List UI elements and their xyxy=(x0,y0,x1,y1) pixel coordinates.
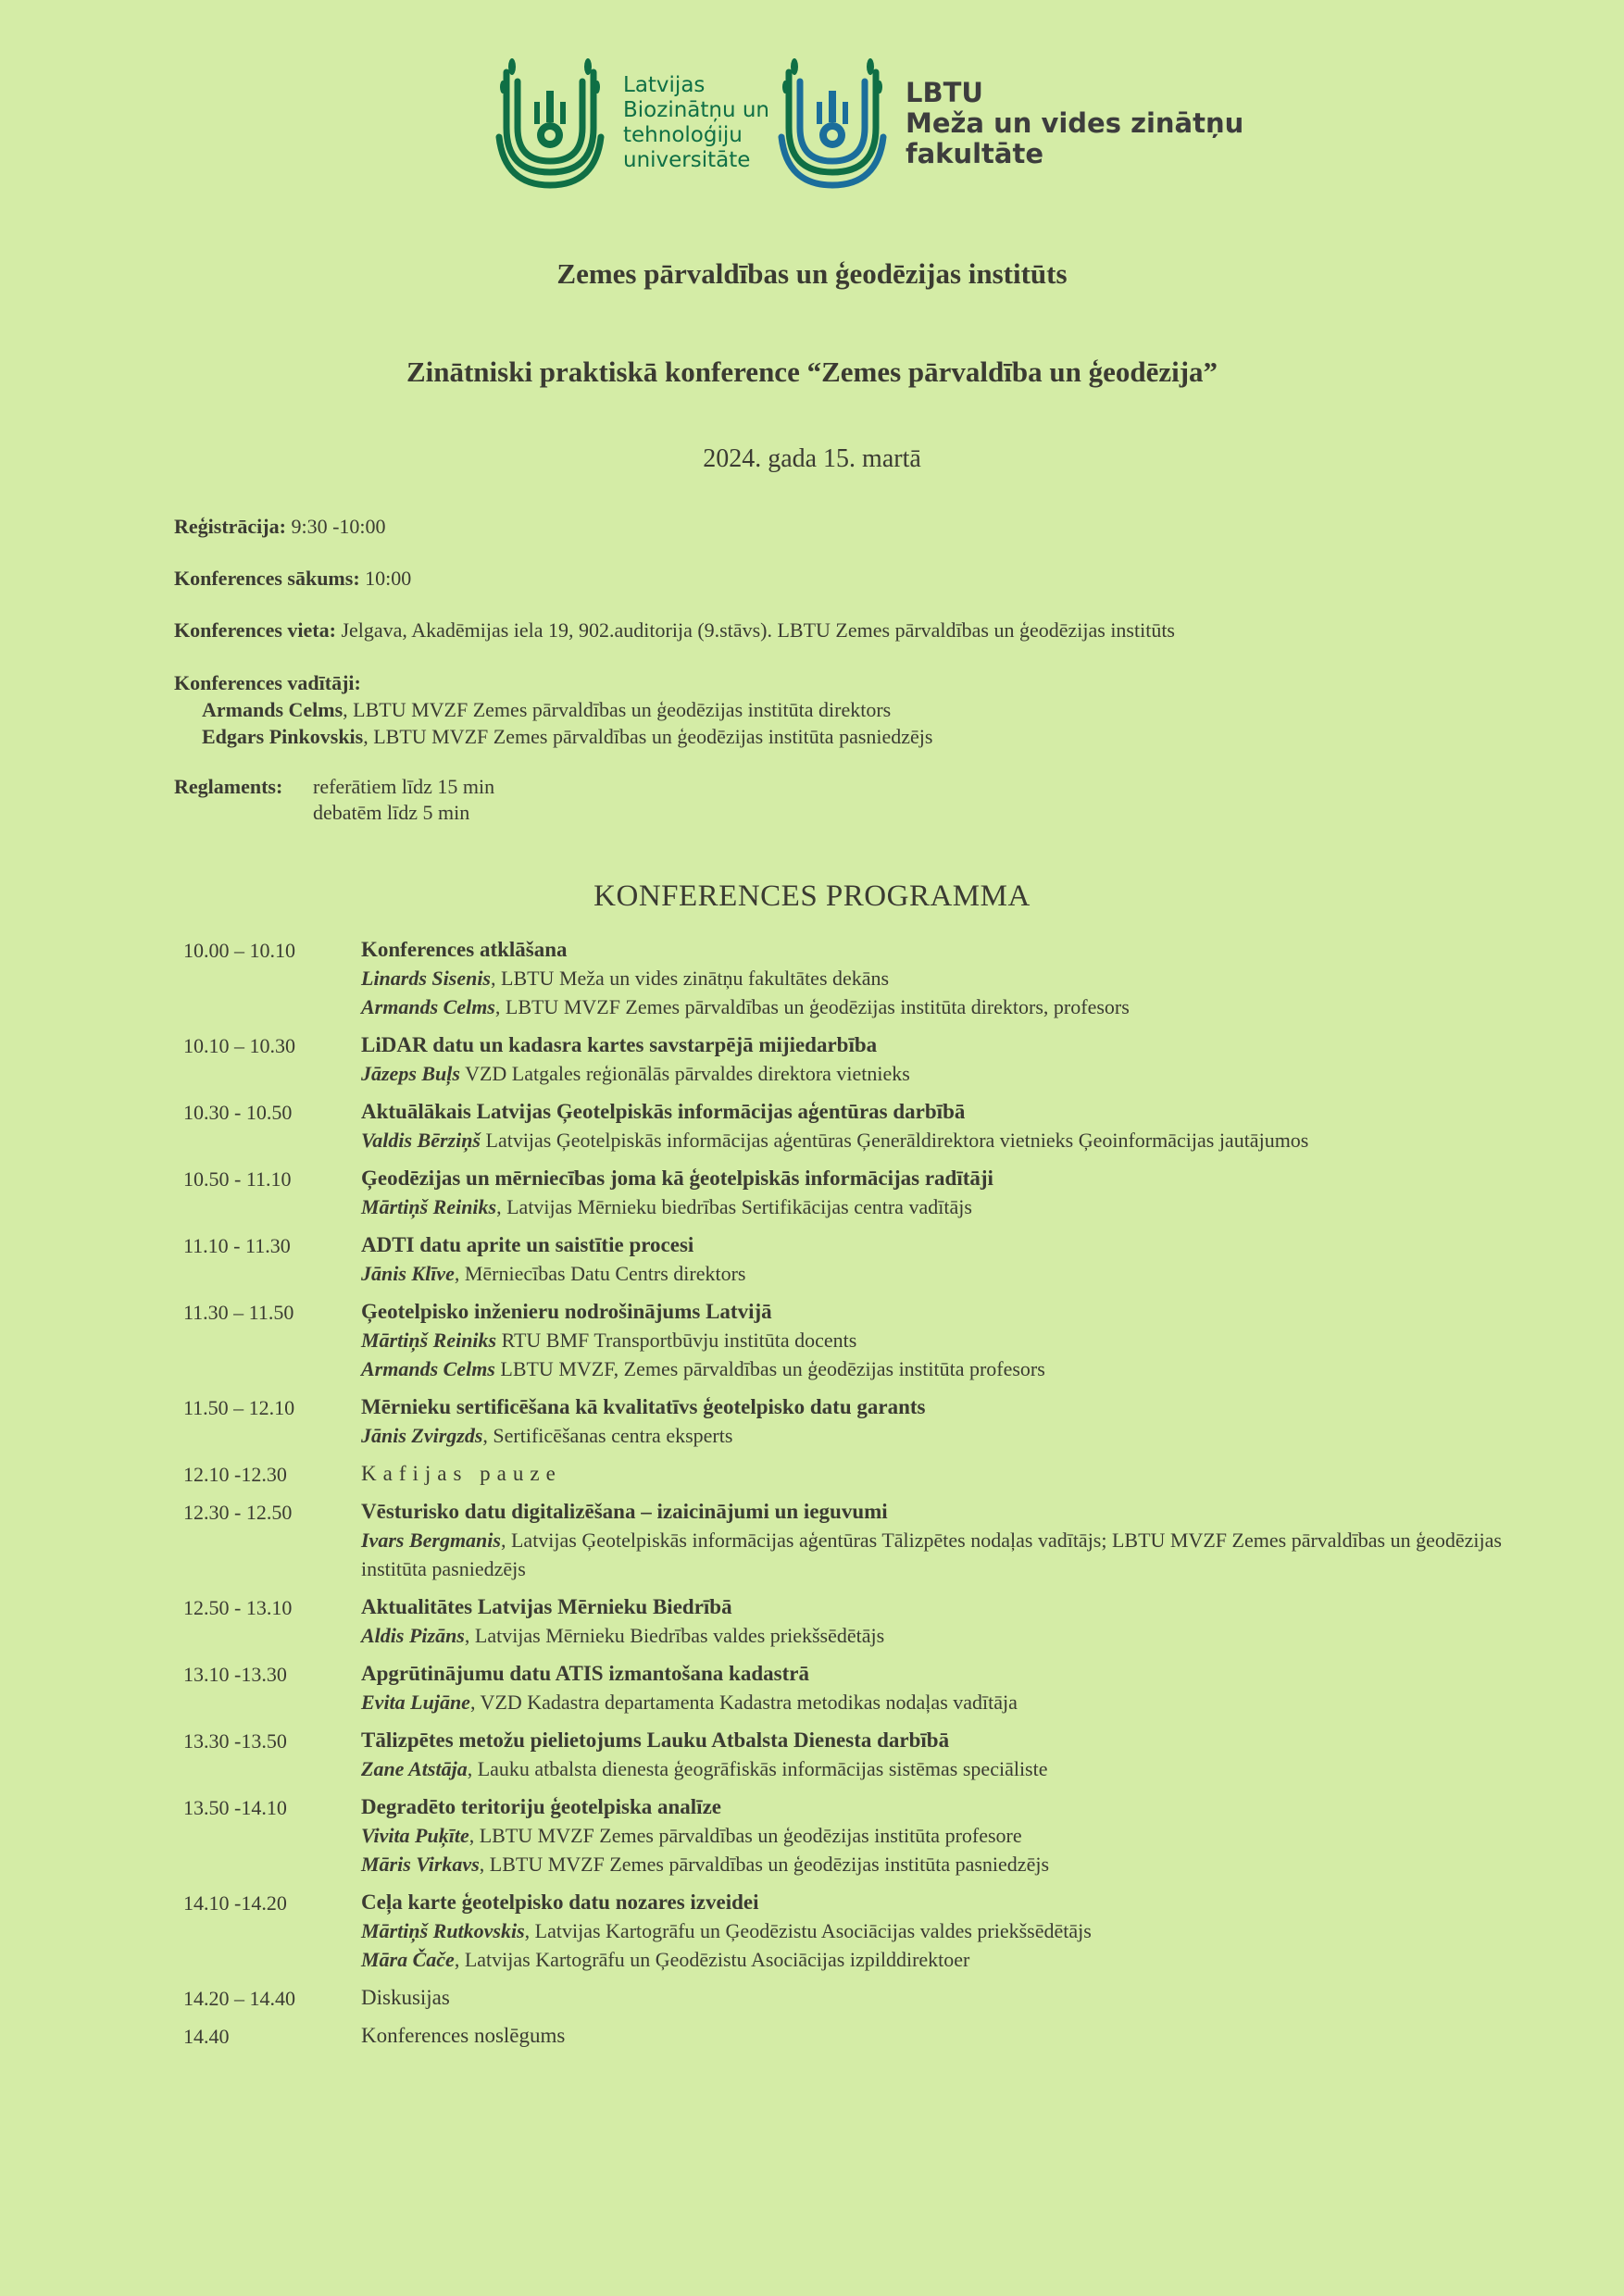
programme-row xyxy=(183,1888,1572,1974)
programme-title: Apgrūtinājumu datu ATIS izmantošana kadastrā xyxy=(361,1662,809,1685)
speaker-role: , Sertificēšanas centra eksperts xyxy=(482,1424,733,1447)
programme-row xyxy=(183,1164,1572,1221)
speaker-role: , LBTU Meža un vides zinātņu fakultātes dekāns xyxy=(491,967,890,990)
programme-time: 11.10 - 11.30 xyxy=(183,1234,291,1257)
start-value: 10:00 xyxy=(359,567,412,590)
conference-title: Zinātniski praktiskā konference “Zemes pārvaldība un ģeodēzija” xyxy=(406,356,1218,388)
start-info xyxy=(174,567,411,591)
programme-content xyxy=(361,2021,1572,2050)
speaker-name: Mārtiņš Rutkovskis xyxy=(361,1919,525,1942)
programme-title: Degradēto teritoriju ģeotelpiska analīze xyxy=(361,1795,721,1818)
programme-title: Diskusijas xyxy=(361,1986,450,2009)
speaker xyxy=(361,1259,1572,1288)
programme-list xyxy=(183,935,1572,2059)
speaker xyxy=(361,1688,1572,1716)
speaker-role: , Mērniecības Datu Centrs direktors xyxy=(454,1262,746,1285)
programme-time: 12.10 -12.30 xyxy=(183,1463,287,1486)
programme-title: Ceļa karte ģeotelpisko datu nozares izveidei xyxy=(361,1890,759,1914)
programme-title: Aktuālākais Latvijas Ģeotelpiskās informācijas aģentūras darbībā xyxy=(361,1100,966,1123)
venue-label: Konferences vieta: xyxy=(174,618,336,642)
programme-time: 12.50 - 13.10 xyxy=(183,1596,293,1619)
speaker xyxy=(361,964,1572,992)
speaker-role: , Latvijas Mērnieku Biedrības valdes priekšsēdētājs xyxy=(464,1624,885,1647)
programme-row xyxy=(183,2021,1572,2050)
speaker-name: Jānis Klīve xyxy=(361,1262,455,1285)
programme-title: Kafijas pauze xyxy=(361,1462,562,1485)
speaker-role: Latvijas Ģeotelpiskās informācijas aģentūras Ģenerāldirektora vietnieks Ģeoinformācijas jautājumos xyxy=(481,1129,1309,1152)
faculty-name-line: Meža un vides zinātņu xyxy=(906,106,1244,139)
logo-header xyxy=(0,54,1624,193)
programme-row xyxy=(183,1459,1572,1488)
programme-row xyxy=(183,1097,1572,1154)
programme-content xyxy=(361,1888,1572,1974)
registration-value: 9:30 -10:00 xyxy=(285,515,386,538)
speaker-role: , LBTU MVZF Zemes pārvaldības un ģeodēzijas institūta pasniedzējs xyxy=(479,1853,1050,1876)
speaker-role: , Latvijas Kartogrāfu un Ģeodēzistu Asociācijas izpilddirektoer xyxy=(454,1948,970,1971)
programme-row xyxy=(183,935,1572,1021)
university-name-line: Latvijas xyxy=(623,73,706,97)
host-name: Armands Celms xyxy=(202,698,344,721)
programme-time: 13.50 -14.10 xyxy=(183,1796,287,1819)
programme-content xyxy=(361,1297,1572,1383)
host-role: , LBTU MVZF Zemes pārvaldības un ģeodēzijas institūta direktors xyxy=(343,698,892,721)
programme-time: 14.40 xyxy=(183,2025,230,2048)
programme-time: 10.00 – 10.10 xyxy=(183,939,295,962)
programme-time: 14.20 – 14.40 xyxy=(183,1987,295,2010)
university-name xyxy=(623,73,769,173)
programme-content xyxy=(361,1659,1572,1716)
registration-info xyxy=(174,515,386,539)
faculty-name-line: LBTU xyxy=(906,76,983,108)
speaker-role: , Latvijas Kartogrāfu un Ģeodēzistu Asociācijas valdes priekšsēdētājs xyxy=(524,1919,1092,1942)
programme-content xyxy=(361,1030,1572,1088)
speaker xyxy=(361,1192,1572,1221)
speaker xyxy=(361,1945,1572,1974)
programme-content xyxy=(361,1459,1572,1488)
programme-title: Aktualitātes Latvijas Mērnieku Biedrībā xyxy=(361,1595,732,1618)
university-name-line: tehnoloģiju xyxy=(623,123,743,147)
conference-date: 2024. gada 15. martā xyxy=(703,444,921,473)
speaker xyxy=(361,1421,1572,1450)
university-emblem-icon xyxy=(493,54,606,193)
programme-time: 14.10 -14.20 xyxy=(183,1891,287,1915)
speaker-name: Ivars Bergmanis xyxy=(361,1529,501,1552)
speaker-name: Jāzeps Buļs xyxy=(361,1062,460,1085)
programme-content xyxy=(361,1792,1572,1878)
programme-time: 13.30 -13.50 xyxy=(183,1729,287,1753)
speaker xyxy=(361,1821,1572,1850)
university-name-line: universitāte xyxy=(623,148,751,172)
speaker-name: Aldis Pizāns xyxy=(361,1624,465,1647)
programme-content xyxy=(361,935,1572,1021)
speaker-role: , Latvijas Ģeotelpiskās informācijas aģentūras Tālizpētes nodaļas vadītājs; LBTU MVZF Zemes pārvaldības un ģeodēzijas institūta pasniedzējs xyxy=(361,1529,1502,1580)
registration-label: Reģistrācija: xyxy=(174,515,286,538)
programme-row xyxy=(183,1983,1572,2012)
hosts-info xyxy=(174,669,932,750)
speaker xyxy=(361,1916,1572,1945)
rules-info xyxy=(174,774,494,826)
programme-time: 12.30 - 12.50 xyxy=(183,1501,293,1524)
rule-item: referātiem līdz 15 min xyxy=(313,775,495,798)
programme-row xyxy=(183,1592,1572,1650)
programme-time: 10.10 – 10.30 xyxy=(183,1034,295,1057)
speaker-name: Armands Celms xyxy=(361,995,495,1018)
speaker-name: Armands Celms xyxy=(361,1357,495,1380)
programme-time: 10.50 - 11.10 xyxy=(183,1167,292,1191)
institute-title: Zemes pārvaldības un ģeodēzijas institūts xyxy=(556,257,1068,290)
speaker-name: Mārtiņš Reiniks xyxy=(361,1329,497,1352)
programme-content xyxy=(361,1497,1572,1583)
start-label: Konferences sākums: xyxy=(174,567,360,590)
speaker-role: LBTU MVZF, Zemes pārvaldības un ģeodēzijas institūta profesors xyxy=(494,1357,1045,1380)
venue-value: Jelgava, Akadēmijas iela 19, 902.auditorija (9.stāvs). LBTU Zemes pārvaldības un ģeodēzijas institūts xyxy=(335,618,1175,642)
programme-title: Konferences atklāšana xyxy=(361,938,568,961)
programme-content xyxy=(361,1392,1572,1450)
speaker xyxy=(361,1126,1572,1154)
programme-row xyxy=(183,1297,1572,1383)
rules-label: Reglaments: xyxy=(174,775,283,798)
speaker-name: Māris Virkavs xyxy=(361,1853,480,1876)
speaker-name: Linards Sisenis xyxy=(361,967,491,990)
speaker-name: Zane Atstāja xyxy=(361,1757,468,1780)
speaker xyxy=(361,1754,1572,1783)
programme-title: Tālizpētes metožu pielietojums Lauku Atbalsta Dienesta darbībā xyxy=(361,1728,950,1752)
host-role: , LBTU MVZF Zemes pārvaldības un ģeodēzijas institūta pasniedzējs xyxy=(363,725,933,748)
programme-title: Vēsturisko datu digitalizēšana – izaicinājumi un ieguvumi xyxy=(361,1500,888,1523)
speaker-role: VZD Latgales reģionālās pārvaldes direktora vietnieks xyxy=(459,1062,910,1085)
rule-item: debatēm līdz 5 min xyxy=(313,801,470,824)
speaker-name: Māra Čače xyxy=(361,1948,455,1971)
speaker-name: Vivita Puķīte xyxy=(361,1824,469,1847)
speaker-name: Evita Lujāne xyxy=(361,1691,470,1714)
speaker-role: , Lauku atbalsta dienesta ģeogrāfiskās informācijas sistēmas speciāliste xyxy=(467,1757,1048,1780)
speaker xyxy=(361,1354,1572,1383)
programme-title: Konferences noslēgums xyxy=(361,2024,566,2047)
programme-row xyxy=(183,1030,1572,1088)
speaker xyxy=(361,1526,1572,1583)
speaker xyxy=(361,1326,1572,1354)
speaker-name: Mārtiņš Reiniks xyxy=(361,1195,497,1218)
programme-content xyxy=(361,1726,1572,1783)
programme-title: Ģeotelpisko inženieru nodrošinājums Latvijā xyxy=(361,1300,772,1323)
programme-content xyxy=(361,1230,1572,1288)
host-name: Edgars Pinkovskis xyxy=(202,725,364,748)
programme-content xyxy=(361,1097,1572,1154)
programme-content xyxy=(361,1592,1572,1650)
host-item xyxy=(174,723,932,750)
programme-heading: KONFERENCES PROGRAMMA xyxy=(593,880,1031,913)
programme-content xyxy=(361,1164,1572,1221)
programme-row xyxy=(183,1659,1572,1716)
lbtu-university-logo xyxy=(493,54,769,193)
speaker-role: , Latvijas Mērnieku biedrības Sertifikācijas centra vadītājs xyxy=(496,1195,972,1218)
speaker xyxy=(361,1059,1572,1088)
programme-row xyxy=(183,1497,1572,1583)
programme-time: 11.50 – 12.10 xyxy=(183,1396,295,1419)
faculty-logo xyxy=(776,54,1243,193)
programme-title: ADTI datu aprite un saistītie procesi xyxy=(361,1233,694,1256)
university-name-line: Biozinātņu un xyxy=(623,98,770,122)
speaker-role: , LBTU MVZF Zemes pārvaldības un ģeodēzijas institūta direktors, profesors xyxy=(494,995,1130,1018)
faculty-name-line: fakultāte xyxy=(906,137,1044,169)
speaker-role: , LBTU MVZF Zemes pārvaldības un ģeodēzijas institūta profesore xyxy=(468,1824,1022,1847)
host-item xyxy=(174,696,932,723)
programme-time: 11.30 – 11.50 xyxy=(183,1301,294,1324)
faculty-emblem-icon xyxy=(776,54,889,193)
programme-row xyxy=(183,1792,1572,1878)
programme-row xyxy=(183,1726,1572,1783)
speaker-name: Valdis Bērziņš xyxy=(361,1129,481,1152)
programme-row xyxy=(183,1230,1572,1288)
speaker-name: Jānis Zvirgzds xyxy=(361,1424,483,1447)
programme-title: Mērnieku sertificēšana kā kvalitatīvs ģeotelpisko datu garants xyxy=(361,1395,926,1418)
speaker xyxy=(361,1621,1572,1650)
speaker-role: , VZD Kadastra departamenta Kadastra metodikas nodaļas vadītāja xyxy=(469,1691,1018,1714)
programme-content xyxy=(361,1983,1572,2012)
speaker xyxy=(361,1850,1572,1878)
programme-time: 10.30 - 10.50 xyxy=(183,1101,293,1124)
venue-info xyxy=(174,618,1175,643)
faculty-name xyxy=(906,78,1243,169)
programme-row xyxy=(183,1392,1572,1450)
programme-title: Ģeodēzijas un mērniecības joma kā ģeotelpiskās informācijas radītāji xyxy=(361,1167,993,1190)
speaker-role: RTU BMF Transportbūvju institūta docents xyxy=(496,1329,857,1352)
programme-title: LiDAR datu un kadasra kartes savstarpējā mijiedarbība xyxy=(361,1033,878,1056)
speaker xyxy=(361,992,1572,1021)
hosts-label: Konferences vadītāji: xyxy=(174,671,361,694)
programme-time: 13.10 -13.30 xyxy=(183,1663,287,1686)
